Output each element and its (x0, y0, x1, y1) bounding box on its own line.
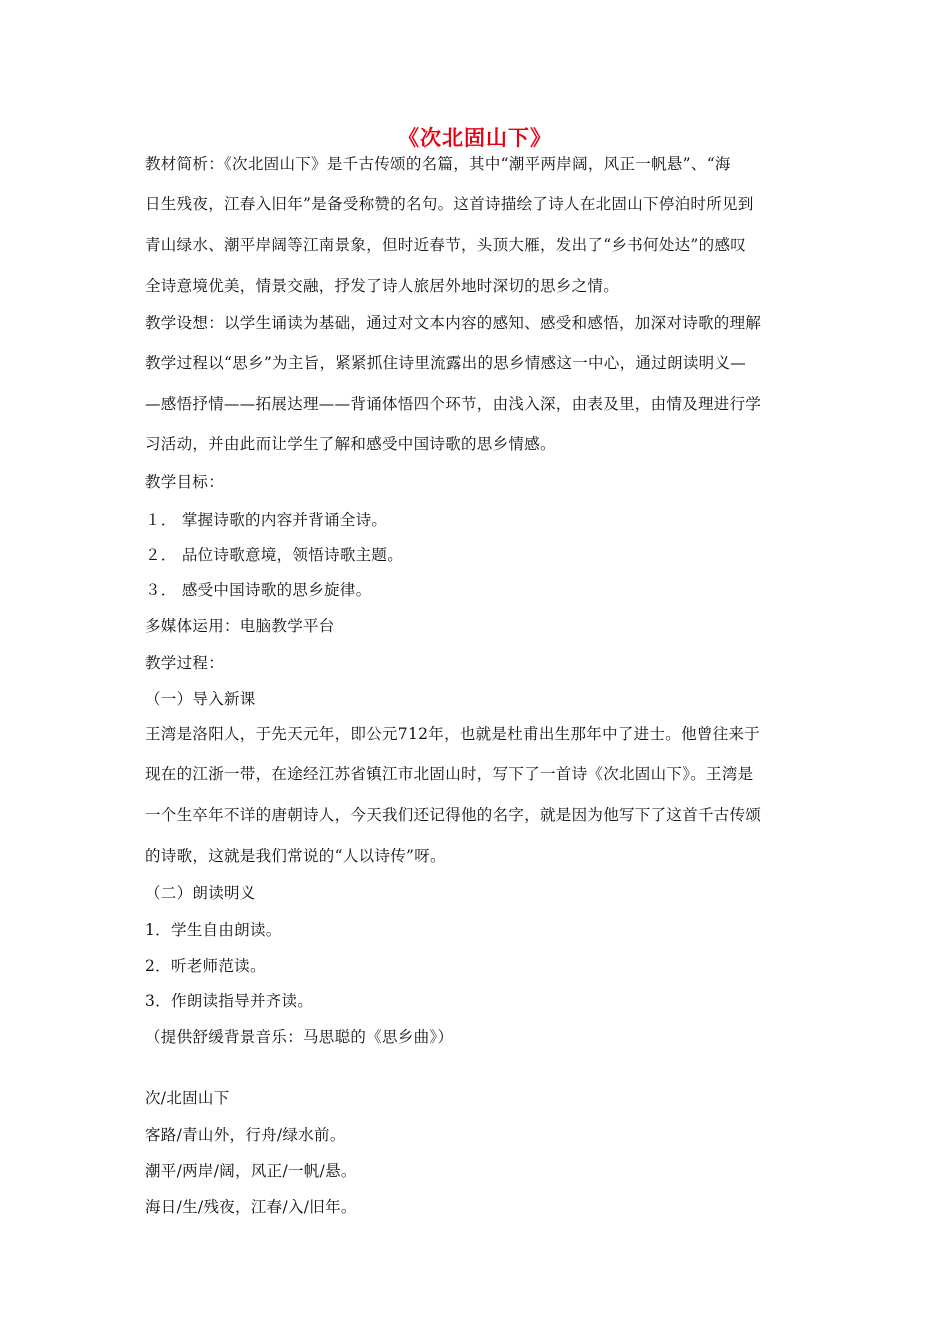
text-line: 一个生卒年不详的唐朝诗人，今天我们还记得他的名字，就是因为他写下了这首千古传颂 (145, 806, 762, 824)
text-line: 教学过程以“思乡”为主旨，紧紧抓住诗里流露出的思乡情感这一中心，通过朗读明义— (145, 354, 747, 372)
text-line: 多媒体运用：电脑教学平台 (145, 617, 335, 635)
poem-line: 客路/青山外，行舟/绿水前。 (145, 1126, 346, 1144)
text-line: 教材简析：《次北固山下》是千古传颂的名篇，其中“潮平两岸阔，风正一帆悬”、“海 (145, 155, 731, 173)
text-line: （提供舒缓背景音乐：马思聪的《思乡曲》） (145, 1028, 454, 1046)
list-item: 3．作朗读指导并齐读。 (145, 992, 314, 1010)
poem-title: 次/北固山下 (145, 1089, 230, 1107)
text-line: 习活动，并由此而让学生了解和感受中国诗歌的思乡情感。 (145, 435, 556, 453)
list-item: ３． 感受中国诗歌的思乡旋律。 (145, 581, 372, 599)
section-heading: 教学过程： (145, 654, 225, 672)
subsection-heading: （二）朗读明义 (145, 884, 256, 902)
list-item: １． 掌握诗歌的内容并背诵全诗。 (145, 511, 388, 529)
text-line: 日生残夜，江春入旧年”是备受称赞的名句。这首诗描绘了诗人在北固山下停泊时所见到 (145, 195, 754, 213)
text-line: —感悟抒情——拓展达理——背诵体悟四个环节，由浅入深，由表及里，由情及理进行学 (145, 395, 762, 413)
list-item: 1．学生自由朗读。 (145, 921, 282, 939)
text-line: 王湾是洛阳人，于先天元年，即公元712年，也就是杜甫出生那年中了进士。他曾往来于 (145, 725, 761, 743)
list-item: ２． 品位诗歌意境，领悟诗歌主题。 (145, 546, 404, 564)
poem-line: 潮平/两岸/阔，风正/一帆/悬。 (145, 1162, 357, 1180)
document-title: 《次北固山下》 (398, 126, 552, 150)
section-heading: 教学目标： (145, 473, 225, 491)
text-line: 青山绿水、潮平岸阔等江南景象，但时近春节，头顶大雁，发出了“乡书何处达”的感叹 (145, 236, 747, 254)
text-line: 现在的江浙一带，在途经江苏省镇江市北固山时，写下了一首诗《次北固山下》。王湾是 (145, 765, 754, 783)
subsection-heading: （一）导入新课 (145, 690, 256, 708)
text-line: 的诗歌，这就是我们常说的“人以诗传”呀。 (145, 847, 446, 865)
text-line: 全诗意境优美，情景交融，抒发了诗人旅居外地时深切的思乡之情。 (145, 277, 620, 295)
list-item: 2．听老师范读。 (145, 957, 266, 975)
poem-line: 海日/生/残夜，江春/入/旧年。 (145, 1198, 357, 1216)
text-line: 教学设想：以学生诵读为基础，通过对文本内容的感知、感受和感悟，加深对诗歌的理解 (145, 314, 762, 332)
